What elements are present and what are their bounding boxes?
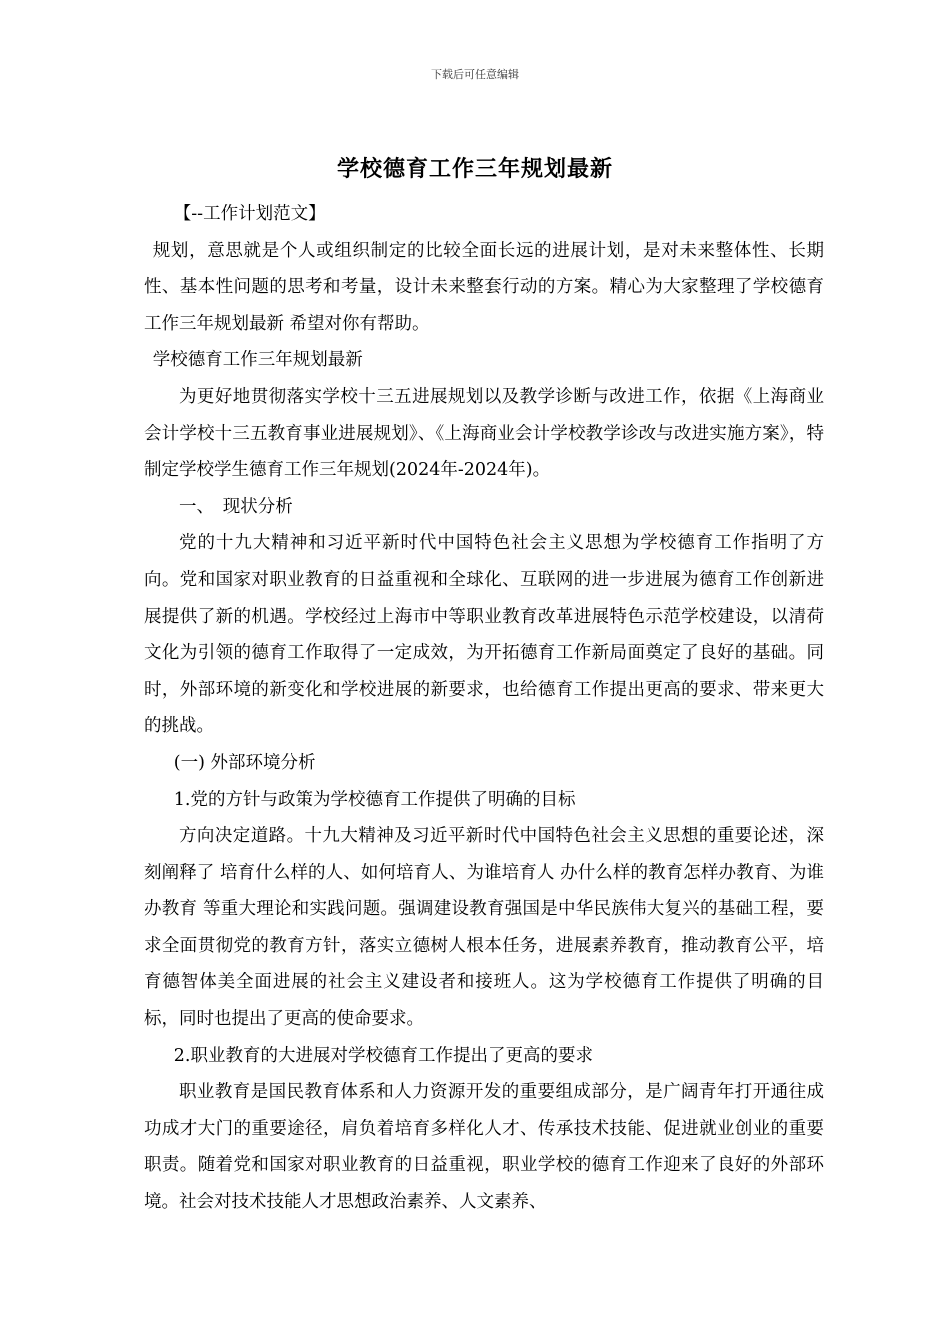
paragraph-category: 【--工作计划范文】 [173,204,326,224]
paragraph-subtitle: 学校德育工作三年规划最新 [152,350,363,371]
header-note: 下载后可任意编辑 [431,68,519,81]
heading-item-1: 1.党的方针与政策为学校德育工作提供了明确的目标 [173,789,576,810]
paragraph-intro: 规划，意思就是个人或组织制定的比较全面长远的进展计划，是对未来整体性、长期性、基本性问题的思考和考量，设计未来整套行动的方案。精心为大家整理了学校德育工作三年规划最新 希望对你有帮助。 [144,240,824,334]
heading-section-1: 一、 现状分析 [179,496,293,517]
paragraph-status: 党的十九大精神和习近平新时代中国特色社会主义思想为学校德育工作指明了方向。党和国家对职业教育的日益重视和全球化、互联网的进一步进展为德育工作创新进展提供了新的机遇。学校经过上海市中等职业教育改革进展特色示范学校建设，以清荷文化为引领的德育工作取得了一定成效，为开拓德育工作新局面奠定了良好的基础。同时，外部环境的新变化和学校进展的新要求，也给德育工作提出更高的要求、带来更大的挑战。 [144,533,824,737]
document-body [144,196,824,1221]
paragraph-vocational: 职业教育是国民教育体系和人力资源开发的重要组成部分，是广阔青年打开通往成功成才大门的重要途径，肩负着培育多样化人才、传承技术技能、促进就业创业的重要职责。随着党和国家对职业教育的日益重视，职业学校的德育工作迎来了良好的外部环境。社会对技术技能人才思想政治素养、人文素养、 [144,1082,824,1213]
heading-item-2: 2.职业教育的大进展对学校德育工作提出了更高的要求 [173,1045,593,1066]
paragraph-purpose: 为更好地贯彻落实学校十三五进展规划以及教学诊断与改进工作，依据《上海商业会计学校十三五教育事业进展规划》、《上海商业会计学校教学诊改与改进实施方案》，特制定学校学生德育工作三年规划(2024年-2024年)。 [144,386,824,481]
paragraph-policy: 方向决定道路。十九大精神及习近平新时代中国特色社会主义思想的重要论述，深刻阐释了 培育什么样的人、如何培育人、为谁培育人 办什么样的教育怎样办教育、为谁办教育 等重大理论和实践问题。强调建设教育强国是中华民族伟大复兴的基础工程，要求全面贯彻党的教育方针，落实立德树人根本任务，进展素养教育，推动教育公平，培育德智体美全面进展的社会主义建设者和接班人。这为学校德育工作提供了明确的目标，同时也提出了更高的使命要求。 [144,826,824,1030]
heading-subsection-1: (一) 外部环境分析 [173,752,316,773]
document-title: 学校德育工作三年规划最新 [336,157,613,182]
